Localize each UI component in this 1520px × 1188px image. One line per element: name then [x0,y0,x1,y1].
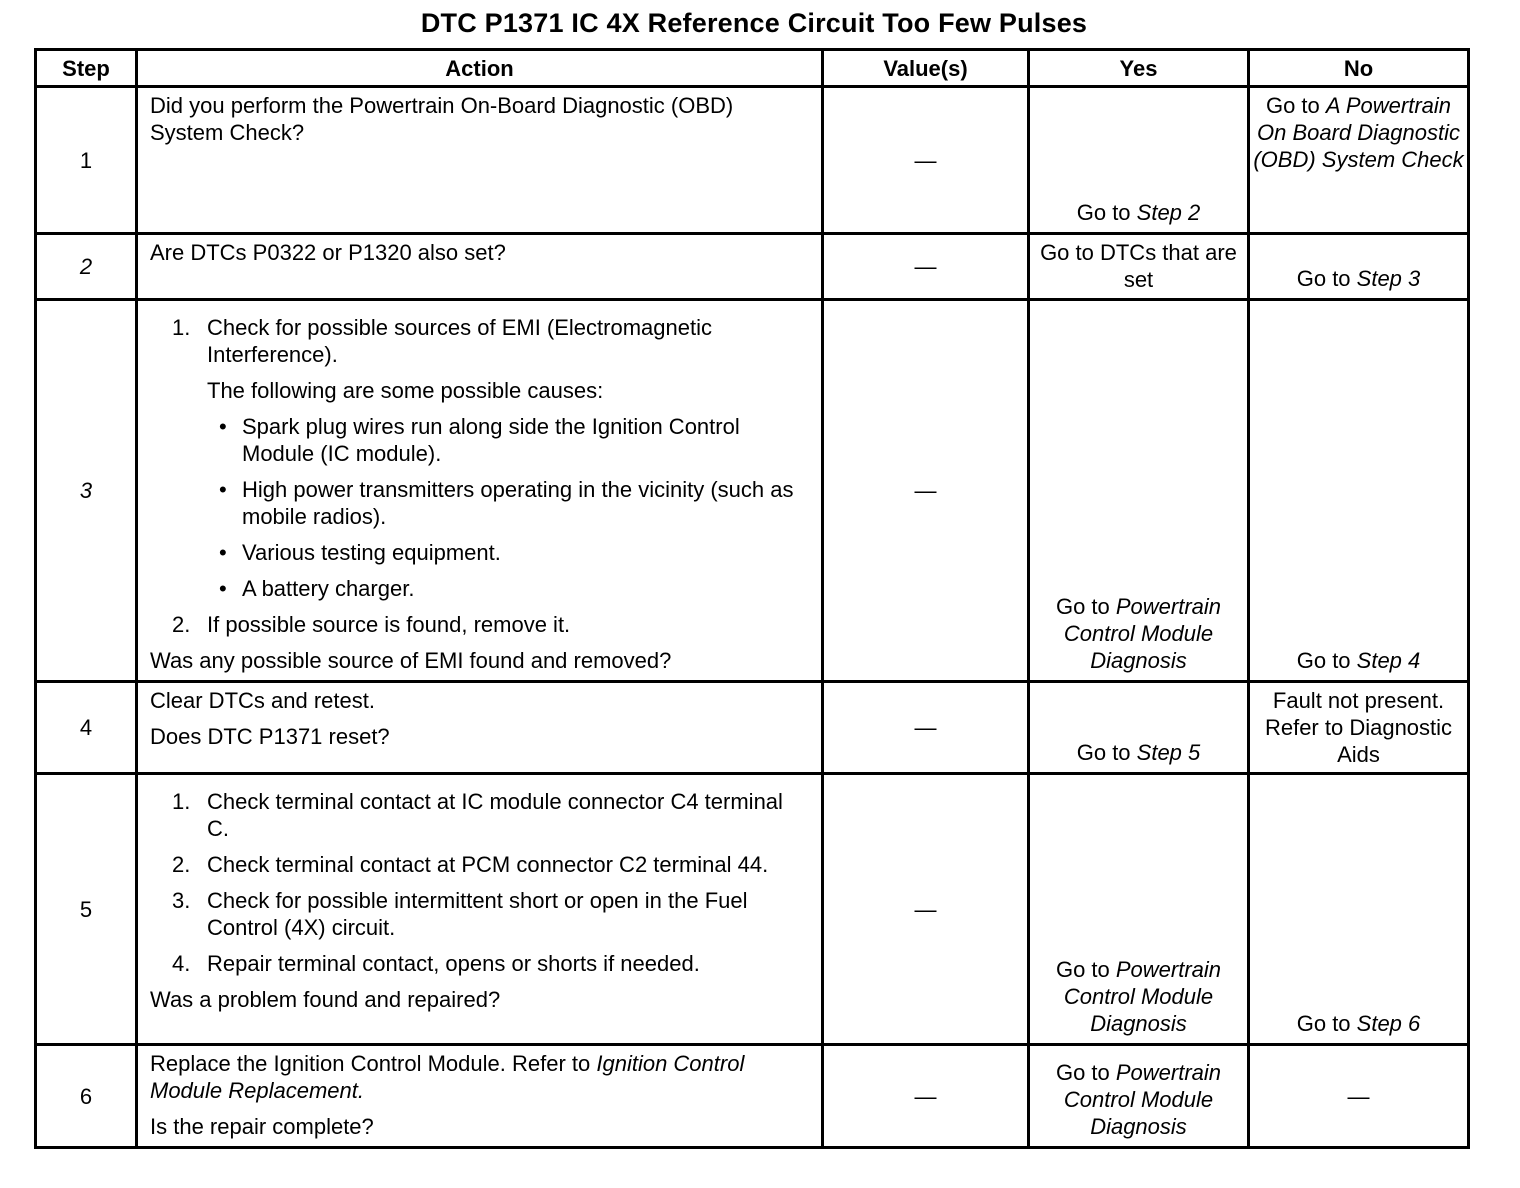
no-prefix: Go to [1296,266,1357,291]
action-step [150,788,811,842]
value-dash: — [914,254,937,279]
list-item-text: High power transmitters operating in the vicinity (such as mobile radios). [242,477,794,529]
list-item [207,476,811,530]
step-number: 2 [36,234,137,300]
action-step [150,950,811,977]
no-cell [1249,300,1469,682]
step-index: 2. [172,852,191,877]
value-dash: — [914,147,937,173]
bullet-icon: • [219,414,227,439]
value-dash: — [914,715,937,740]
action-text [150,1050,811,1104]
value-cell [823,1045,1029,1148]
table-row [36,1045,1469,1148]
bullet-icon: • [219,540,227,565]
list-item [207,575,811,602]
action-question: Does DTC P1371 reset? [150,724,390,749]
no-cell [1249,774,1469,1045]
step-index: 1. [172,315,191,340]
table-row [36,87,1469,234]
action-steps [150,788,811,977]
action-question: Is the repair complete? [150,1114,374,1139]
action-cell [137,682,823,774]
no-text: Fault not present. Refer to Diagnostic Aids [1264,688,1453,767]
value-dash: — [914,1083,937,1109]
step-number: 6 [36,1045,137,1148]
diagnostic-table [34,48,1470,1149]
yes-prefix: Go to [1055,594,1116,619]
action-steps [150,314,811,638]
step-text: Check terminal contact at IC module connector C4 terminal C. [207,789,783,841]
header-yes: Yes [1029,50,1249,87]
list-item [207,539,811,566]
yes-link: Powertrain Control Module Diagnosis [1063,594,1222,673]
yes-prefix: Go to [1076,740,1137,765]
list-item [207,413,811,467]
action-question: Was any possible source of EMI found and removed? [150,648,672,673]
step-number: 5 [36,774,137,1045]
step-index: 3. [172,888,191,913]
no-prefix: Go to [1296,1011,1357,1036]
no-link: A Powertrain On Board Diagnostic (OBD) System Check [1253,93,1464,172]
action-step [150,851,811,878]
action-cell [137,1045,823,1148]
action-link: Ignition Control Module Replacement. [150,1051,745,1103]
yes-cell [1029,234,1249,300]
no-cell [1249,87,1469,234]
yes-text: Go to DTCs that are set [1040,240,1237,292]
step-index: 1. [172,789,191,814]
step-subtext: The following are some possible causes: [207,378,604,403]
yes-cell [1029,1045,1249,1148]
no-cell [1249,1045,1469,1148]
step-number: 1 [36,87,137,234]
action-cell [137,87,823,234]
action-question: Was a problem found and repaired? [150,987,501,1012]
value-cell [823,682,1029,774]
yes-prefix: Go to [1076,200,1137,225]
action-step [150,611,811,638]
step-text: If possible source is found, remove it. [207,612,571,637]
value-cell [823,300,1029,682]
yes-link: Powertrain Control Module Diagnosis [1063,1060,1222,1139]
no-link: Step 4 [1356,648,1421,673]
step-text: Repair terminal contact, opens or shorts if needed. [207,951,700,976]
header-step: Step [36,50,137,87]
action-cell [137,774,823,1045]
table-row [36,774,1469,1045]
yes-link: Step 5 [1136,740,1201,765]
step-index: 4. [172,951,191,976]
no-dash: — [1347,1083,1370,1109]
header-values: Value(s) [823,50,1029,87]
action-text: Clear DTCs and retest. [150,688,375,713]
no-cell [1249,234,1469,300]
yes-cell [1029,87,1249,234]
bullet-icon: • [219,576,227,601]
step-index: 2. [172,612,191,637]
action-step [150,887,811,941]
yes-cell [1029,774,1249,1045]
table-row [36,300,1469,682]
value-cell [823,774,1029,1045]
yes-cell [1029,300,1249,682]
list-item-text: A battery charger. [242,576,415,601]
step-text: Check terminal contact at PCM connector C2 terminal 44. [207,852,769,877]
header-action: Action [137,50,823,87]
table-row [36,682,1469,774]
action-step [150,314,811,602]
yes-prefix: Go to [1055,1060,1116,1085]
value-cell [823,234,1029,300]
action-cell [137,234,823,300]
no-link: Step 6 [1356,1011,1421,1036]
action-text: Are DTCs P0322 or P1320 also set? [150,240,506,265]
action-cell [137,300,823,682]
no-prefix: Go to [1296,648,1357,673]
table-row [36,234,1469,300]
cause-list [207,413,811,602]
no-link: Step 3 [1356,266,1421,291]
header-row [36,50,1469,87]
no-cell [1249,682,1469,774]
page-title: DTC P1371 IC 4X Reference Circuit Too Few Pulses [420,8,1088,38]
yes-link: Step 2 [1136,200,1201,225]
yes-prefix: Go to [1055,957,1116,982]
value-dash: — [914,896,937,922]
list-item-text: Various testing equipment. [242,540,501,565]
step-number: 4 [36,682,137,774]
step-text: Check for possible sources of EMI (Electromagnetic Interference). [207,315,712,367]
step-text: Check for possible intermittent short or open in the Fuel Control (4X) circuit. [207,888,748,940]
list-item-text: Spark plug wires run along side the Ignition Control Module (IC module). [242,414,740,466]
action-text-prefix: Replace the Ignition Control Module. Refer to [150,1051,597,1076]
header-no: No [1249,50,1469,87]
value-dash: — [914,478,937,503]
step-number: 3 [36,300,137,682]
value-cell [823,87,1029,234]
action-text: Did you perform the Powertrain On-Board Diagnostic (OBD) System Check? [150,93,734,145]
no-prefix: Go to [1265,93,1326,118]
yes-cell [1029,682,1249,774]
yes-link: Powertrain Control Module Diagnosis [1063,957,1222,1036]
bullet-icon: • [219,477,227,502]
